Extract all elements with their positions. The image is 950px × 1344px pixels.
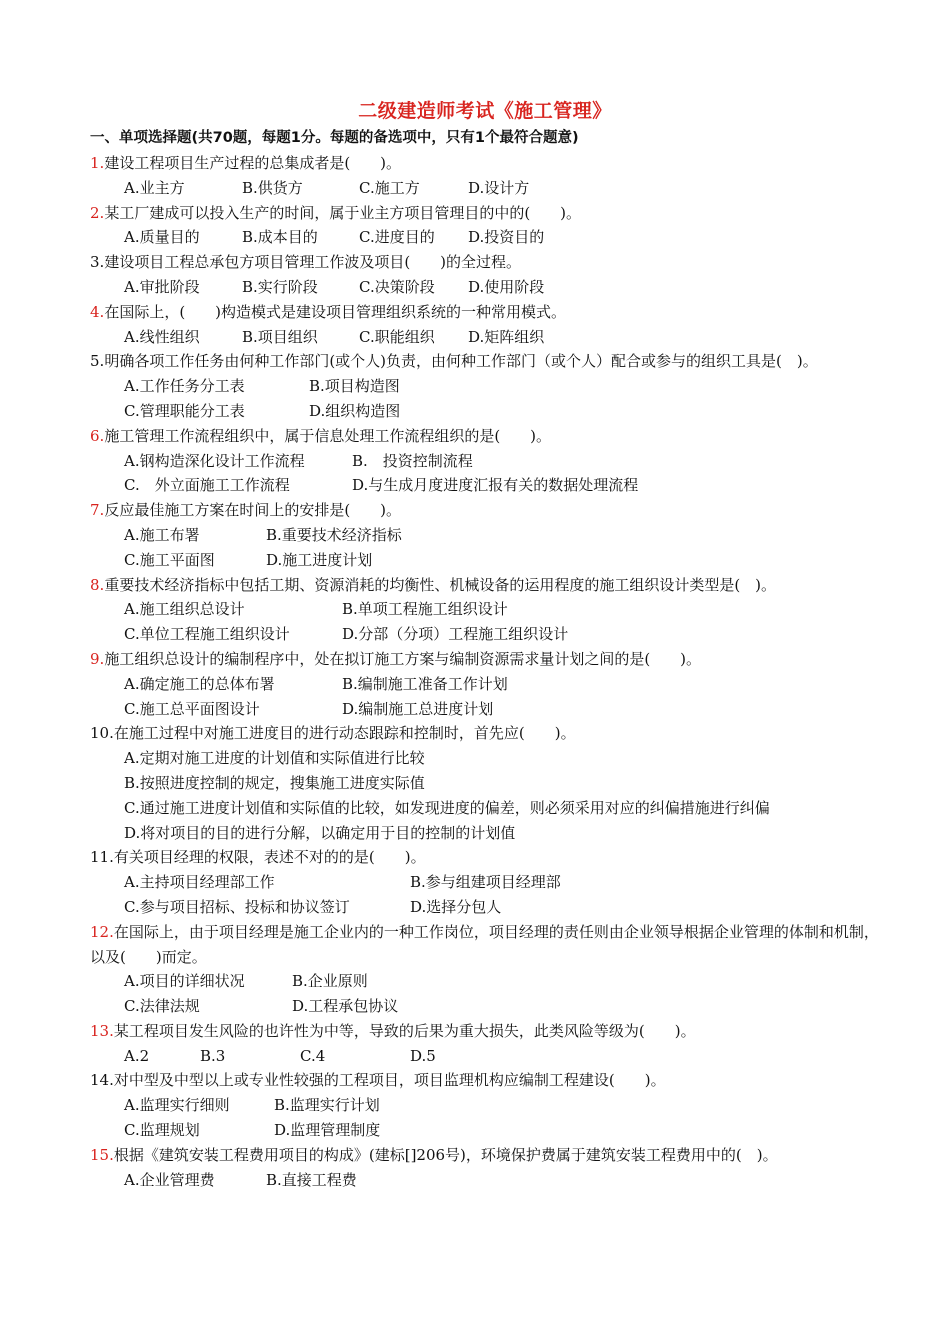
question-text: 某工厂建成可以投入生产的时间，属于业主方项目管理目的中的( )。: [104, 203, 582, 222]
question-number: 11.: [90, 848, 114, 867]
question-number: 14.: [90, 1071, 114, 1090]
options-row: [90, 895, 880, 920]
options-row: [90, 1044, 880, 1069]
option-a: A.主持项目经理部工作: [124, 873, 275, 892]
options-row: [90, 1093, 880, 1118]
question-12: [90, 920, 880, 970]
question-7: [90, 498, 880, 523]
option-b: B.单项工程施工组织设计: [342, 600, 508, 619]
option-d: D.组织构造图: [309, 401, 401, 420]
question-number: 8.: [90, 575, 105, 594]
question-text: 反应最佳施工方案在时间上的安排是( )。: [104, 501, 402, 520]
option-d: D.编制施工总进度计划: [342, 699, 494, 718]
options-row: [90, 796, 880, 821]
option-a: A.施工布署: [124, 525, 200, 544]
question-text: 某工程项目发生风险的也许性为中等，导致的后果为重大损失，此类风险等级为( )。: [113, 1021, 696, 1040]
options-row: [90, 994, 880, 1019]
options-row: [90, 622, 880, 647]
question-text: 对中型及中型以上或专业性较强的工程项目，项目监理机构应编制工程建设( )。: [113, 1071, 666, 1090]
question-number: 12.: [90, 922, 114, 941]
option-c: C.通过施工进度计划值和实际值的比较，如发现进度的偏差，则必须采用对应的纠偏措施进行纠偏: [124, 798, 770, 817]
option-b: B.按照进度控制的规定，搜集施工进度实际值: [124, 773, 425, 792]
options-row: [90, 821, 880, 846]
question-text: 在国际上，( )构造模式是建设项目管理组织系统的一种常用模式。: [104, 302, 567, 321]
options-row: [90, 449, 880, 474]
option-c: C.监理规划: [124, 1121, 200, 1140]
option-c: C.法律法规: [124, 997, 200, 1016]
option-b: B.实行阶段: [242, 277, 318, 296]
question-9: [90, 647, 880, 672]
option-c: C.决策阶段: [359, 277, 435, 296]
option-d: D.与生成月度进度汇报有关的数据处理流程: [352, 476, 639, 495]
options-row: [90, 225, 880, 250]
question-number: 9.: [90, 649, 105, 668]
question-text: 在国际上，由于项目经理是施工企业内的一种工作岗位，项目经理的责任则由企业领导根据企业管理的体制和机制，以及( )而定。: [90, 922, 879, 966]
option-c: C.进度目的: [359, 228, 435, 247]
options-row: [90, 672, 880, 697]
option-b: B. 投资控制流程: [352, 451, 473, 470]
option-d: D.5: [410, 1046, 436, 1065]
option-c: C.职能组织: [359, 327, 435, 346]
option-a: A.监理实行细则: [124, 1096, 230, 1115]
option-c: C.管理职能分工表: [124, 401, 245, 420]
question-text: 施工管理工作流程组织中，属于信息处理工作流程组织的是( )。: [104, 426, 552, 445]
document-title: 二级建造师考试《施工管理》: [358, 100, 612, 122]
document-page: [90, 96, 880, 1192]
options-row: [90, 325, 880, 350]
option-b: B.3: [200, 1046, 226, 1065]
question-14: [90, 1068, 880, 1093]
option-d: D.将对项目的目的进行分解，以确定用于目的控制的计划值: [124, 823, 516, 842]
question-13: [90, 1019, 880, 1044]
option-c: C.单位工程施工组织设计: [124, 625, 290, 644]
option-b: B.直接工程费: [266, 1170, 357, 1189]
question-number: 10.: [90, 724, 114, 743]
question-number: 4.: [90, 302, 105, 321]
option-b: B.项目构造图: [309, 377, 400, 396]
question-text: 重要技术经济指标中包括工期、资源消耗的均衡性、机械设备的运用程度的施工组织设计类型是( )。: [104, 575, 777, 594]
option-a: A.业主方: [124, 178, 185, 197]
option-a: A.确定施工的总体布署: [124, 674, 275, 693]
question-6: [90, 424, 880, 449]
question-text: 建设项目工程总承包方项目管理工作波及项目( )的全过程。: [104, 253, 522, 272]
option-d: D.设计方: [468, 178, 530, 197]
option-b: B.参与组建项目经理部: [410, 873, 561, 892]
options-row: [90, 969, 880, 994]
question-11: [90, 845, 880, 870]
option-a: A.定期对施工进度的计划值和实际值进行比较: [124, 749, 425, 768]
option-b: B.成本目的: [242, 228, 318, 247]
question-list: [90, 151, 880, 1192]
option-a: A.项目的详细状况: [124, 972, 245, 991]
options-row: [90, 399, 880, 424]
option-d: D.矩阵组织: [468, 327, 545, 346]
option-a: A.审批阶段: [124, 277, 200, 296]
option-a: A.2: [124, 1046, 150, 1065]
option-b: B.供货方: [242, 178, 303, 197]
question-number: 6.: [90, 426, 105, 445]
question-15: [90, 1143, 880, 1168]
option-b: B.编制施工准备工作计划: [342, 674, 508, 693]
options-row: [90, 1118, 880, 1143]
option-d: D.选择分包人: [410, 897, 502, 916]
question-10: [90, 721, 880, 746]
question-number: 7.: [90, 501, 105, 520]
options-row: [90, 473, 880, 498]
option-b: B.企业原则: [292, 972, 368, 991]
option-c: C.参与项目招标、投标和协议签订: [124, 897, 350, 916]
option-d: D.投资目的: [468, 228, 545, 247]
question-number: 3.: [90, 253, 105, 272]
question-number: 13.: [90, 1021, 114, 1040]
question-number: 1.: [90, 154, 105, 172]
question-text: 有关项目经理的权限，表述不对的的是( )。: [113, 848, 426, 867]
option-d: D.工程承包协议: [292, 997, 399, 1016]
options-row: [90, 746, 880, 771]
option-a: A.工作任务分工表: [124, 377, 245, 396]
question-number: 5.: [90, 352, 105, 371]
option-b: B.重要技术经济指标: [266, 525, 402, 544]
options-row: [90, 176, 880, 201]
option-c: C.4: [300, 1046, 326, 1065]
options-row: [90, 771, 880, 796]
question-text: 在施工过程中对施工进度目的进行动态跟踪和控制时，首先应( )。: [113, 724, 576, 743]
options-row: [90, 1168, 880, 1193]
question-5: [90, 349, 880, 374]
option-c: C.施工平面图: [124, 550, 215, 569]
option-a: A.企业管理费: [124, 1170, 215, 1189]
question-4: [90, 300, 880, 325]
option-b: B.监理实行计划: [274, 1096, 380, 1115]
question-8: [90, 573, 880, 598]
option-a: A.施工组织总设计: [124, 600, 245, 619]
option-b: B.项目组织: [242, 327, 318, 346]
options-row: [90, 523, 880, 548]
option-d: D.使用阶段: [468, 277, 545, 296]
question-text: 明确各项工作任务由何种工作部门(或个人)负责，由何种工作部门（或个人）配合或参与的组织工具是( )。: [104, 352, 818, 371]
option-a: A.线性组织: [124, 327, 200, 346]
option-c: C.施工总平面图设计: [124, 699, 260, 718]
option-d: D.分部（分项）工程施工组织设计: [342, 625, 569, 644]
question-2: [90, 201, 880, 226]
question-1: [90, 151, 880, 176]
option-a: A.钢构造深化设计工作流程: [124, 451, 305, 470]
options-row: [90, 597, 880, 622]
options-row: [90, 275, 880, 300]
option-c: C.施工方: [359, 178, 420, 197]
question-number: 2.: [90, 203, 105, 222]
question-3: [90, 250, 880, 275]
options-row: [90, 697, 880, 722]
question-number: 15.: [90, 1145, 114, 1164]
options-row: [90, 870, 880, 895]
options-row: [90, 374, 880, 399]
options-row: [90, 548, 880, 573]
question-text: 根据《建筑安装工程费用项目的构成》(建标[]206号)，环境保护费属于建筑安装工程费用中的( )。: [113, 1145, 778, 1164]
option-d: D.监理管理制度: [274, 1121, 381, 1140]
option-c: C. 外立面施工工作流程: [124, 476, 290, 495]
option-a: A.质量目的: [124, 228, 200, 247]
question-text: 施工组织总设计的编制程序中，处在拟订施工方案与编制资源需求量计划之间的是( )。: [104, 649, 702, 668]
question-text: 建设工程项目生产过程的总集成者是( )。: [104, 154, 402, 172]
section-heading: 一、单项选择题(共70题，每题1分。每题的备选项中，只有1个最符合题意): [90, 130, 579, 146]
option-d: D.施工进度计划: [266, 550, 373, 569]
